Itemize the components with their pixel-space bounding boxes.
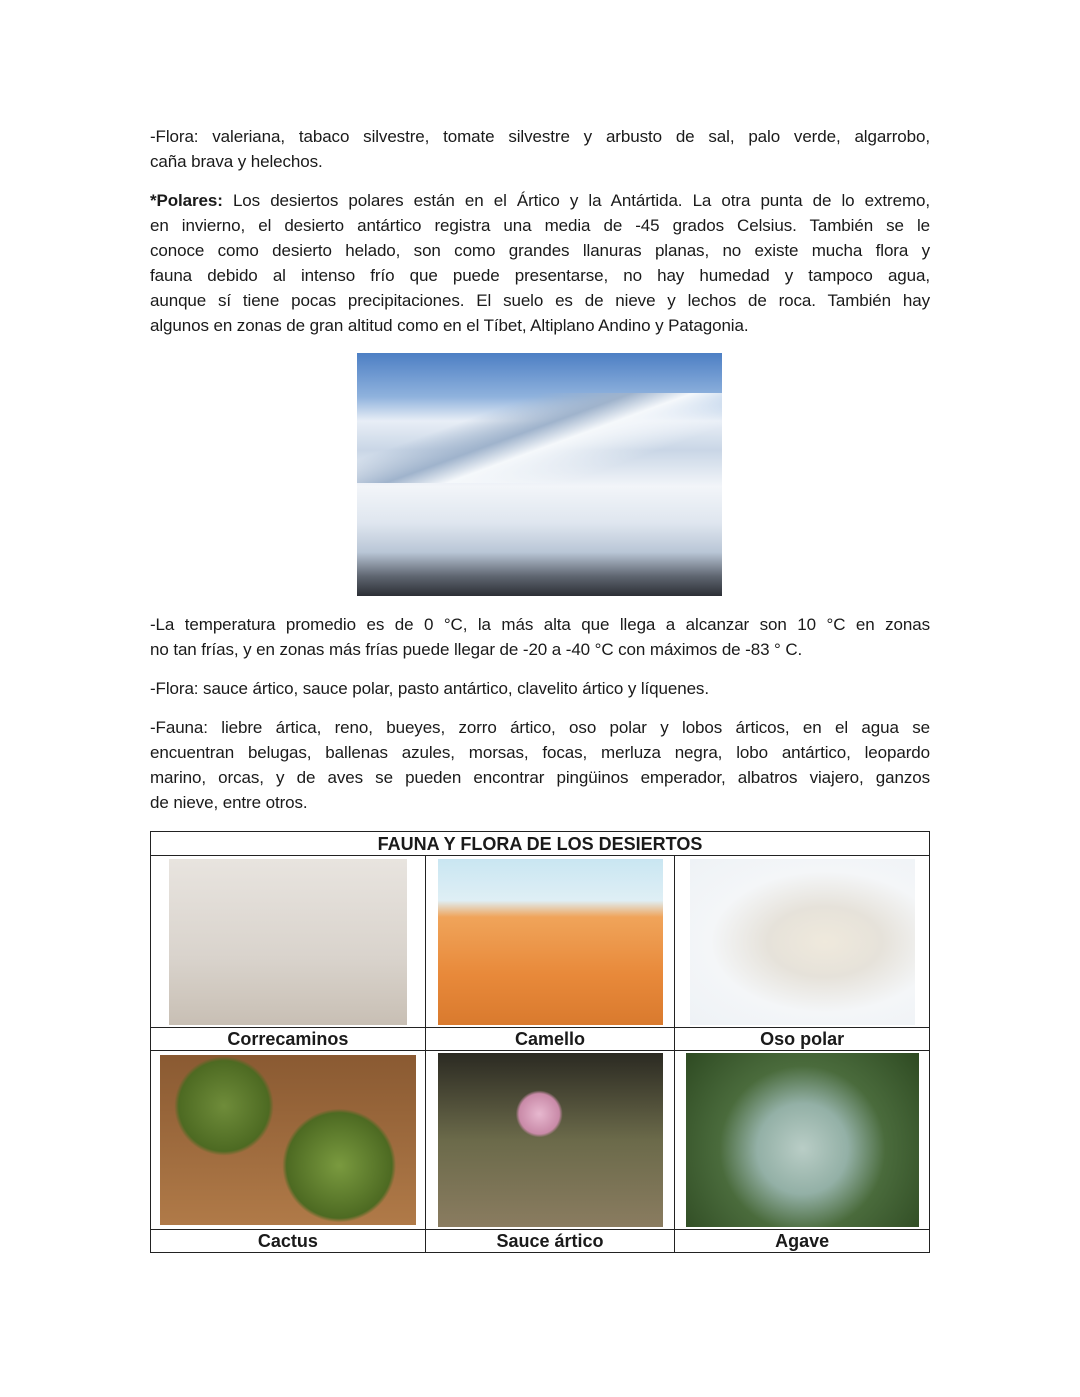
flora-polar-paragraph	[150, 676, 930, 701]
flora-calido-paragraph	[150, 124, 930, 174]
text-line: conoce como desierto helado, son como grandes llanuras planas, no existe mucha flora y	[150, 241, 930, 260]
text-line: -La temperatura promedio es de 0 °C, la más alta que llega a alcanzar son 10 °C en zonas	[150, 615, 930, 634]
text-line: de nieve, entre otros.	[150, 793, 308, 812]
polar-desert-photo	[357, 353, 722, 596]
text-line: -Flora: sauce ártico, sauce polar, pasto antártico, clavelito ártico y líquenes.	[150, 679, 709, 698]
text-line: algunos en zonas de gran altitud como en el Tíbet, Altiplano Andino y Patagonia.	[150, 316, 749, 335]
text-line: fauna debido al intenso frío que puede presentarse, no hay humedad y tampoco agua,	[150, 266, 930, 285]
table-title: FAUNA Y FLORA DE LOS DESIERTOS	[151, 832, 930, 856]
table-cell-label: Cactus	[151, 1230, 426, 1253]
text-line: en invierno, el desierto antártico registra una media de -45 grados Celsius. También se le	[150, 216, 930, 235]
table-cell-label: Camello	[425, 1028, 675, 1051]
table-cell-label: Oso polar	[675, 1028, 930, 1051]
polares-paragraph	[150, 188, 930, 338]
roadrunner-photo	[169, 859, 407, 1025]
text-line: aunque sí tiene pocas precipitaciones. El suelo es de nieve y lechos de roca. También hay	[150, 291, 930, 310]
fauna-polar-paragraph	[150, 715, 930, 815]
cactus-photo	[160, 1055, 416, 1225]
text-line: caña brava y helechos.	[150, 152, 323, 171]
polar-bear-photo	[690, 859, 915, 1025]
temperatura-paragraph	[150, 612, 930, 662]
text-line: -Fauna: liebre ártica, reno, bueyes, zorro ártico, oso polar y lobos árticos, en el agua se	[150, 718, 930, 737]
table-cell-label: Agave	[675, 1230, 930, 1253]
text-line: no tan frías, y en zonas más frías puede llegar de -20 a -40 °C con máximos de -83 ° C.	[150, 640, 803, 659]
arctic-willow-photo	[438, 1053, 663, 1227]
table-cell-label: Correcaminos	[151, 1028, 426, 1051]
text-line: Los desiertos polares están en el Ártico y la Antártida. La otra punta de lo extremo,	[222, 191, 930, 210]
text-line: marino, orcas, y de aves se pueden encontrar pingüinos emperador, albatros viajero, ganzos	[150, 768, 930, 787]
camel-photo	[438, 859, 663, 1025]
text-line: encuentran belugas, ballenas azules, morsas, focas, merluza negra, lobo antártico, leopardo	[150, 743, 930, 762]
fauna-flora-table	[150, 831, 930, 1253]
agave-photo	[686, 1053, 919, 1227]
polares-heading: *Polares:	[150, 191, 223, 210]
text-line: -Flora: valeriana, tabaco silvestre, tomate silvestre y arbusto de sal, palo verde, algarrobo,	[150, 127, 930, 146]
table-cell-label: Sauce ártico	[425, 1230, 675, 1253]
